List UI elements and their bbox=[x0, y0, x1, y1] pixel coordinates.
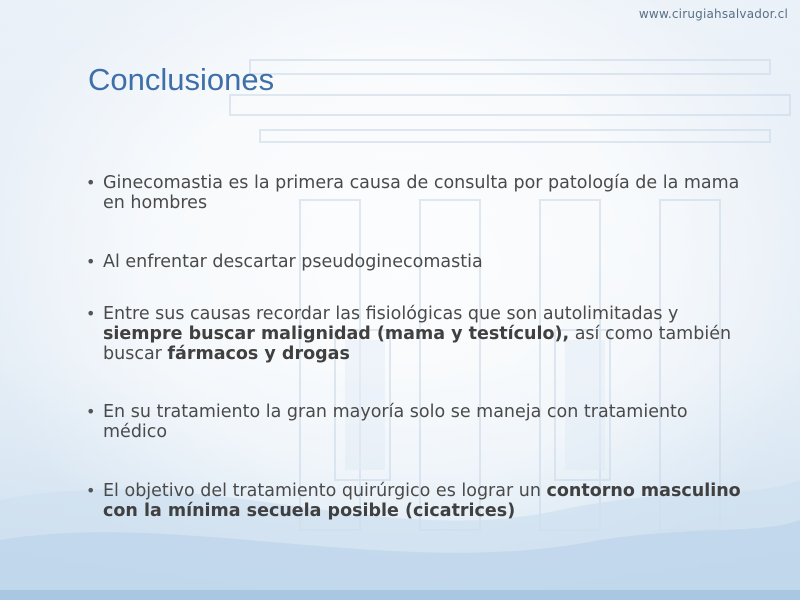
bullet-bold-text: contorno masculino con la mínima secuela posible (cicatrices) bbox=[103, 481, 741, 521]
bullet-text: Entre sus causas recordar las fisiológicas que son autolimitadas y bbox=[103, 304, 679, 324]
bullet-item bbox=[84, 402, 744, 442]
slide-title: Conclusiones bbox=[88, 62, 275, 97]
bullet-text: Al enfrentar descartar pseudoginecomastia bbox=[103, 252, 483, 272]
bullet-bold-text: fármacos y drogas bbox=[167, 344, 350, 364]
bullet-text: así como también buscar bbox=[103, 324, 732, 364]
bullet-dot-icon: • bbox=[86, 252, 96, 271]
site-url: www.cirugiahsalvador.cl bbox=[638, 7, 788, 21]
bullet-item bbox=[84, 304, 744, 364]
bullet-dot-icon: • bbox=[86, 481, 96, 500]
bullet-dot-icon: • bbox=[86, 304, 96, 323]
bullet-dot-icon: • bbox=[86, 173, 96, 192]
bullet-dot-icon: • bbox=[86, 402, 96, 421]
bullet-item bbox=[84, 481, 744, 521]
bullet-text: En su tratamiento la gran mayoría solo se maneja con tratamiento médico bbox=[103, 402, 688, 442]
bullet-item bbox=[84, 173, 744, 213]
bullet-bold-text: siempre buscar malignidad (mama y testículo), bbox=[103, 324, 570, 344]
bullet-text: El objetivo del tratamiento quirúrgico es lograr un bbox=[103, 481, 547, 501]
bullet-item bbox=[84, 252, 744, 272]
bullet-text: Ginecomastia es la primera causa de consulta por patología de la mama en hombres bbox=[103, 173, 740, 213]
